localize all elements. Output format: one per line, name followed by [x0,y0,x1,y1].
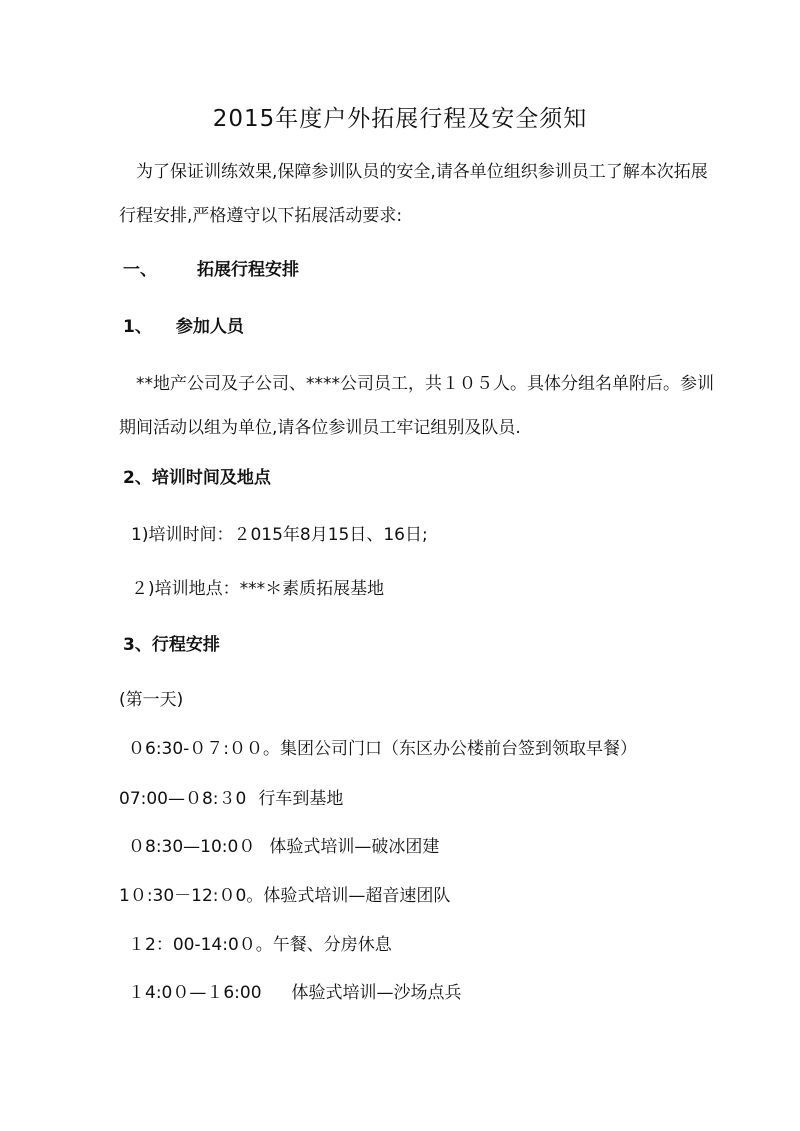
schedule-row: １2：00-14:0０。午餐、分房休息 [128,935,392,955]
training-time-line: 1)培训时间：２015年8月15日、16日; [131,525,428,545]
schedule-time: 07:00—０8:３0 [119,789,247,809]
schedule-activity: 体验式培训—沙场点兵 [291,983,462,1003]
schedule-row [128,834,439,860]
schedule-activity: 体验式培训—破冰团建 [269,837,440,857]
item-two-heading: 2、培训时间及地点 [123,468,271,488]
section-one-number: 一、 [123,260,157,280]
schedule-activity: 行车到基地 [258,789,344,809]
schedule-row [119,786,343,812]
schedule-activity: 集团公司门口（东区办公楼前台签到领取早餐） [280,739,638,759]
day-one-label: (第一天) [119,690,184,710]
participants-paragraph: **地产公司及子公司、****公司员工，共１０５人。具体分组名单附后。参训期间活动以组为单位,请各位参训员工牢记组别及队员. [119,374,714,438]
item-one-heading [123,314,244,340]
schedule-row: ０6:30-０７:００。集团公司门口（东区办公楼前台签到领取早餐） [128,739,638,759]
schedule-time: １2：00-14:0０ [128,935,256,955]
schedule-activity: 午餐、分房休息 [272,935,392,955]
schedule-time: １4:0０—１6:00 [128,983,262,1003]
section-one-heading [123,257,299,283]
schedule-time: 1０:30－12:０0 [119,886,247,906]
intro-paragraph: 为了保证训练效果,保障参训队员的安全,请各单位组织参训员工了解本次拓展行程安排,严格遵守以下拓展活动要求: [119,162,708,226]
schedule-activity: 体验式培训—超音速团队 [263,886,451,906]
item-one-number: 1、 [123,317,152,337]
item-one-title: 参加人员 [175,317,244,337]
item-three-heading: 3、行程安排 [123,635,220,655]
schedule-time: ０8:30—10:0０ [128,837,256,857]
schedule-time: ０6:30-０７:００ [128,739,264,759]
schedule-row [128,980,462,1006]
section-one-title: 拓展行程安排 [197,260,299,280]
document-title: 2015年度户外拓展行程及安全须知 [212,106,588,132]
training-place-line: ２)培训地点：***＊素质拓展基地 [131,579,385,599]
schedule-row: 1０:30－12:０0。体验式培训—超音速团队 [119,886,451,906]
